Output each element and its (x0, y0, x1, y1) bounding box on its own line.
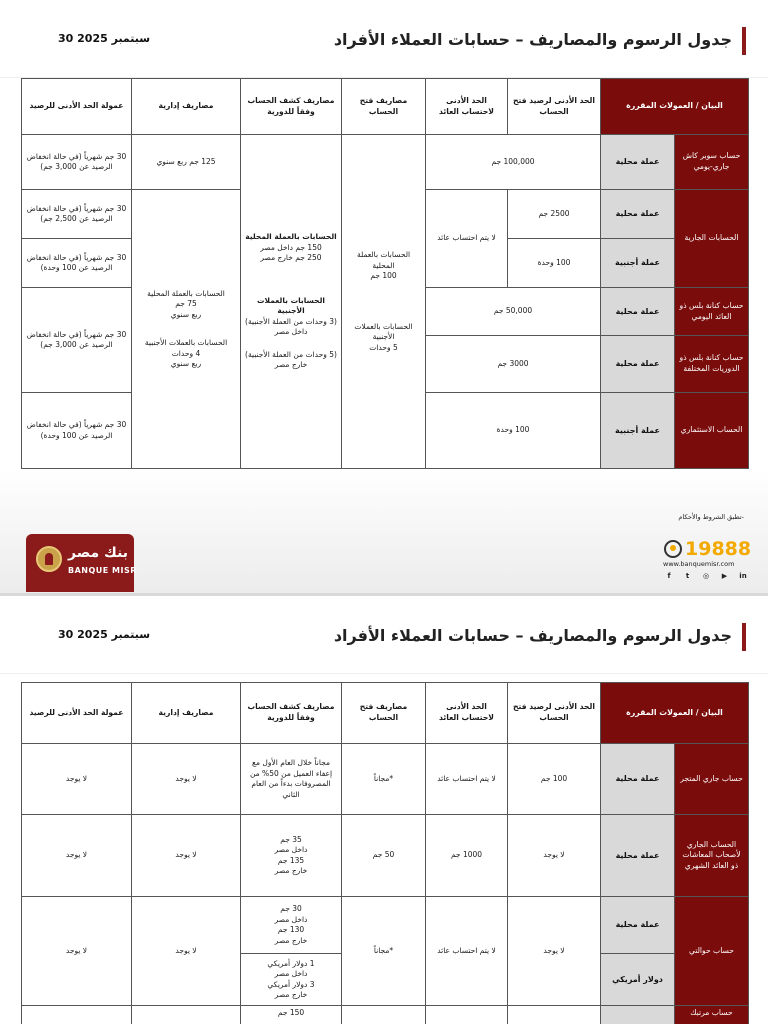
min-open-cell: 3000 جم (426, 336, 601, 393)
min-return-cell (426, 1006, 508, 1024)
stmt-local-title: الحسابات بالعملة المحلية (245, 232, 337, 242)
open-fee-cell (342, 135, 426, 469)
statement-fee-cell (241, 897, 342, 954)
stmt-value: 35 جم (280, 834, 302, 844)
admin-foreign-value: 4 وحدات (171, 348, 201, 358)
stmt-foreign-outside: (5 وحدات من العملة الأجنبية) خارج مصر (245, 349, 337, 370)
stmt-value: 1 دولار أمريكي (267, 958, 315, 968)
min-balance-fee-cell: لا يوجد (22, 815, 132, 897)
min-return-cell: لا يتم احتساب عائد (426, 190, 508, 288)
table-header-row (22, 79, 749, 135)
currency-cell: دولار أمريكي (601, 954, 675, 1006)
table-row (22, 815, 749, 897)
col-header-admin-fee: مصاريف إدارية (132, 79, 241, 135)
admin-fee-cell: لا يوجد (132, 897, 241, 1006)
stmt-foreign-title: الحسابات بالعملات الأجنبية (257, 295, 325, 316)
min-open-cell: 100 جم (508, 744, 601, 815)
col-header-statement: البيان / العمولات المقررة (601, 79, 749, 135)
admin-fee-cell: 125 جم ربع سنوي (132, 135, 241, 190)
stmt-local-outside: 250 جم خارج مصر (260, 253, 322, 263)
col-header-min-balance-fee: عمولة الحد الأدنى للرصيد (22, 683, 132, 744)
logo-english-text: BANQUE MISR (68, 566, 137, 575)
col-header-admin-fee: مصاريف إدارية (132, 683, 241, 744)
open-fee-cell: *مجاناً (342, 897, 426, 1006)
youtube-icon[interactable]: ▶ (721, 572, 728, 580)
stmt-local-inside: 150 جم داخل مصر (260, 242, 322, 252)
open-fee-foreign-value: 5 وحدات (369, 342, 398, 352)
currency-cell: عملة محلية (601, 336, 675, 393)
admin-local-value: 75 جم (175, 299, 197, 308)
open-fee-local: الحسابات بالعملة المحلية (356, 250, 411, 270)
row-label-current: الحسابات الجارية (675, 190, 749, 288)
col-header-open-fee: مصاريف فتح الحساب (342, 79, 426, 135)
header-accent-bar (742, 27, 746, 55)
stmt-location: خارج مصر (274, 935, 308, 945)
twitter-icon[interactable]: t (685, 572, 690, 580)
admin-foreign-period: ربع سنوي (170, 359, 202, 368)
logo-arabic-text: بنك مصر (68, 545, 129, 561)
currency-cell: عملة أجنبية (601, 239, 675, 288)
table-row (22, 135, 749, 190)
table-row (22, 1006, 749, 1024)
open-fee-foreign: الحسابات بالعملات الأجنبية (354, 321, 413, 341)
open-fee-cell (342, 1006, 426, 1024)
fees-table-2 (21, 682, 749, 1024)
statement-fee-cell (241, 135, 342, 469)
min-balance-fee-cell: 30 جم شهرياً (في حالة انخفاض الرصيد عن 3,000 جم) (22, 135, 132, 190)
min-open-cell: لا يوجد (508, 815, 601, 897)
stmt-value: 130 جم (277, 925, 305, 934)
page-header (0, 27, 768, 55)
website-link[interactable]: www.banquemisr.com (663, 560, 735, 568)
col-header-open-fee: مصاريف فتح الحساب (342, 683, 426, 744)
currency-cell: عملة أجنبية (601, 393, 675, 469)
row-label-super-cash: حساب سوبر كاش جاري-يومي (675, 135, 749, 190)
min-balance-fee-cell: 30 جم شهرياً (في حالة انخفاض الرصيد عن 3,000 جم) (22, 288, 132, 393)
bank-emblem-icon (36, 546, 62, 572)
social-icons (664, 571, 748, 581)
col-header-min-open: الحد الأدنى لرصيد فتح الحساب (508, 683, 601, 744)
stmt-location: داخل مصر (274, 845, 308, 854)
col-header-min-balance-fee: عمولة الحد الأدنى للرصيد (22, 79, 132, 135)
open-fee-local-value: 100 جم (370, 271, 397, 280)
currency-cell: عملة محلية (601, 190, 675, 239)
currency-cell: عملة محلية (601, 744, 675, 815)
min-open-cell: 100 وحدة (508, 239, 601, 288)
statement-fee-cell (241, 954, 342, 1006)
col-header-min-return: الحد الأدنى لاحتساب العائد (426, 683, 508, 744)
admin-fee-cell: لا يوجد (132, 744, 241, 815)
col-header-statement-fee: مصاريف كشف الحساب وفقاً للدورية (241, 79, 342, 135)
col-header-min-open: الحد الأدنى لرصيد فتح الحساب (508, 79, 601, 135)
min-balance-fee-cell (22, 1006, 132, 1024)
min-open-cell: 100,000 جم (426, 135, 601, 190)
stmt-foreign-inside: (3 وحدات من العملة الأجنبية) داخل مصر (245, 316, 337, 337)
min-return-cell: لا يتم احتساب عائد (426, 744, 508, 815)
admin-foreign: الحسابات بالعملات الأجنبية (144, 338, 228, 347)
min-open-cell: 100 وحدة (426, 393, 601, 469)
row-label-hawalty: حساب حوالتي (675, 897, 749, 1006)
open-fee-cell: *مجاناً (342, 744, 426, 815)
table-header-row (22, 683, 749, 744)
min-open-cell: 50,000 جم (426, 288, 601, 336)
currency-cell: عملة محلية (601, 897, 675, 954)
stmt-value: 3 دولار أمريكي (267, 979, 315, 989)
open-fee-cell: 50 جم (342, 815, 426, 897)
hotline-bulb-icon (664, 540, 682, 558)
currency-cell (601, 1006, 675, 1024)
admin-fee-cell: لا يوجد (132, 815, 241, 897)
stmt-location: داخل مصر (274, 914, 308, 924)
table-row (22, 897, 749, 954)
admin-fee-cell (132, 190, 241, 469)
currency-cell: عملة محلية (601, 288, 675, 336)
instagram-icon[interactable]: ◎ (702, 572, 710, 580)
row-label-investment: الحساب الاستثماري (675, 393, 749, 469)
table-row (22, 744, 749, 815)
statement-fee-cell: 150 جم (241, 1006, 342, 1024)
row-label-kenana-daily: حساب كنانة بلس ذو العائد اليومي (675, 288, 749, 336)
min-open-cell: لا يوجد (508, 897, 601, 1006)
currency-cell: عملة محلية (601, 815, 675, 897)
page-header (0, 623, 768, 651)
row-label-kenana-periodic: حساب كنانة بلس ذو الدوريات المختلفة (675, 336, 749, 393)
page-2 (0, 596, 768, 1024)
terms-footnote: -تطبق الشروط والأحكام (678, 513, 744, 521)
admin-local-period: ربع سنوي (170, 309, 202, 319)
min-balance-fee-cell: لا يوجد (22, 897, 132, 1006)
min-balance-fee-cell: 30 جم شهرياً (في حالة انخفاض الرصيد عن 100 وحدة) (22, 239, 132, 288)
col-header-statement-fee: مصاريف كشف الحساب وفقاً للدورية (241, 683, 342, 744)
admin-local: الحسابات بالعملة المحلية (147, 288, 225, 298)
col-header-statement: البيان / العمولات المقررة (601, 683, 749, 744)
row-label-store: حساب جاري المتجر (675, 744, 749, 815)
stmt-location: خارج مصر (274, 866, 308, 875)
stmt-value: 135 جم (277, 855, 305, 865)
page-title: جدول الرسوم والمصاريف – حسابات العملاء الأفراد (333, 30, 732, 49)
stmt-location: خارج مصر (274, 990, 308, 999)
min-return-cell: لا يتم احتساب عائد (426, 897, 508, 1006)
min-open-cell (508, 1006, 601, 1024)
hotline-number: 19888 (685, 538, 752, 560)
row-label-pension: الحساب الجاري لأصحاب المعاشات ذو العائد الشهري (675, 815, 749, 897)
min-balance-fee-cell: لا يوجد (22, 744, 132, 815)
col-header-min-return: الحد الأدنى لاحتساب العائد (426, 79, 508, 135)
currency-cell: عملة محلية (601, 135, 675, 190)
fees-table-1 (21, 78, 749, 469)
row-label-salary: حساب مرتبك (675, 1006, 749, 1024)
page-date: 30 سبتمبر 2025 (58, 32, 151, 45)
stmt-value: 30 جم (280, 904, 302, 913)
admin-fee-cell (132, 1006, 241, 1024)
statement-fee-cell (241, 815, 342, 897)
header-divider (0, 673, 768, 674)
statement-fee-cell: مجاناً خلال العام الأول مع إعفاء العميل من 50% من المصروفات بدءاً من العام الثاني (241, 744, 342, 815)
banque-misr-logo (26, 534, 137, 592)
min-balance-fee-cell: 30 جم شهرياً (في حالة انخفاض الرصيد عن 100 وحدة) (22, 393, 132, 469)
linkedin-icon[interactable]: in (739, 572, 747, 580)
header-accent-bar (742, 623, 746, 651)
stmt-location: داخل مصر (274, 969, 308, 978)
facebook-icon[interactable]: f (667, 572, 671, 580)
min-return-cell: 1000 جم (426, 815, 508, 897)
min-balance-fee-cell: 30 جم شهرياً (في حالة انخفاض الرصيد عن 2,500 جم) (22, 190, 132, 239)
min-open-cell: 2500 جم (508, 190, 601, 239)
page-date: 30 سبتمبر 2025 (58, 628, 151, 641)
page-title: جدول الرسوم والمصاريف – حسابات العملاء الأفراد (333, 626, 732, 645)
